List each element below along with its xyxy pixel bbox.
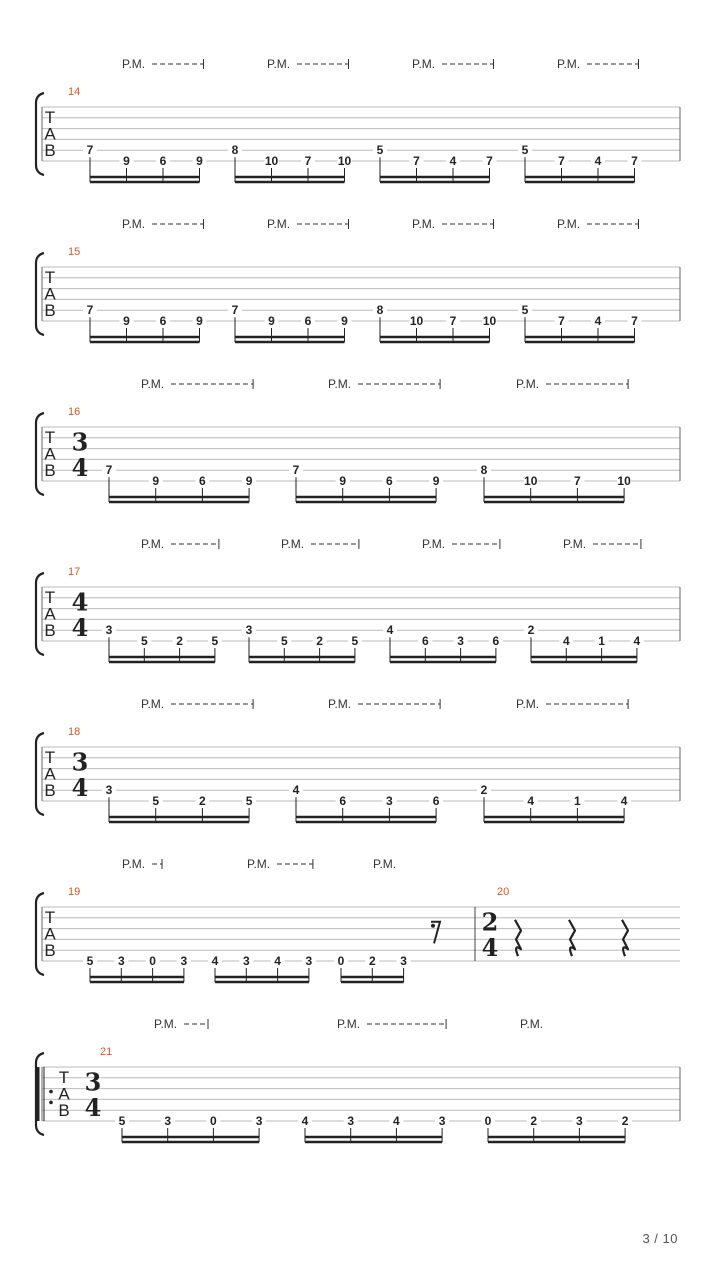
fret-number: 9: [123, 154, 130, 168]
note-group: [242, 537, 362, 662]
system-bracket: [36, 253, 44, 335]
note-group: [373, 217, 497, 342]
bar-number: 16: [68, 406, 81, 418]
palm-mute-label: P.M.: [267, 57, 291, 71]
note-group: [383, 537, 503, 662]
bar-number: 18: [68, 726, 81, 738]
fret-number: 0: [484, 1114, 492, 1128]
fret-number: 9: [268, 314, 275, 328]
note-group: [524, 537, 644, 662]
fret-number: 9: [152, 474, 160, 488]
fret-number: 6: [159, 314, 167, 328]
note-group: [477, 377, 631, 502]
tab-clef-t: T: [58, 1067, 70, 1087]
note-group: [518, 217, 642, 342]
palm-mute-label: P.M.: [122, 57, 146, 71]
palm-mute-label: P.M.: [557, 217, 581, 231]
note-group: [102, 697, 256, 822]
tab-clef-b: B: [44, 941, 56, 960]
tab-clef-t: T: [44, 747, 56, 767]
fret-number: 5: [521, 143, 529, 158]
tab-clef-a: A: [44, 764, 56, 784]
fret-number: 5: [152, 794, 160, 808]
system-bracket: [36, 573, 44, 655]
fret-number: 0: [149, 954, 156, 968]
time-sig-denominator: 4: [71, 773, 89, 803]
fret-number: 3: [438, 1114, 446, 1128]
palm-mute-label: P.M.: [141, 697, 165, 711]
fret-number: 5: [280, 634, 288, 648]
tab-system: [36, 377, 680, 502]
fret-number: 9: [432, 474, 440, 488]
fret-number: 5: [211, 634, 219, 648]
fret-number: 3: [245, 623, 253, 638]
note-group: [298, 1017, 449, 1142]
bar-number: 19: [68, 886, 81, 898]
fret-number: 7: [413, 154, 420, 168]
fret-number: 4: [292, 783, 300, 798]
palm-mute-label: P.M.: [328, 377, 352, 391]
tab-clef-a: A: [44, 604, 56, 624]
fret-number: 7: [231, 303, 239, 318]
tab-clef-b: B: [58, 1101, 70, 1120]
tab-clef-a: A: [44, 444, 56, 464]
repeat-dot: [49, 1101, 53, 1105]
fret-number: 7: [292, 463, 300, 478]
fret-number: 10: [409, 314, 424, 328]
tab-clef-b: B: [44, 621, 56, 640]
fret-number: 7: [558, 154, 565, 168]
system-bracket: [36, 413, 44, 495]
fret-number: 6: [492, 634, 500, 648]
note-group: [83, 57, 207, 182]
fret-number: 3: [180, 954, 188, 968]
palm-mute-label: P.M.: [516, 697, 540, 711]
fret-number: 3: [117, 954, 125, 968]
fret-number: 6: [432, 794, 440, 808]
tab-clef-b: B: [44, 461, 56, 480]
fret-number: 6: [159, 154, 167, 168]
fret-number: 2: [530, 1114, 538, 1128]
time-sig-denominator: 4: [84, 1093, 102, 1123]
time-sig-numerator: 2: [481, 907, 499, 937]
note-group: [518, 57, 642, 182]
note-group: [289, 697, 443, 822]
palm-mute-label: P.M.: [122, 217, 146, 231]
note-group: [228, 217, 352, 342]
fret-number: 5: [376, 143, 384, 158]
fret-number: 4: [301, 1114, 309, 1128]
bar-number: 20: [497, 886, 510, 898]
fret-number: 2: [176, 634, 183, 648]
fret-number: 4: [527, 794, 535, 808]
fret-number: 6: [339, 794, 347, 808]
note-group: [481, 1017, 632, 1142]
fret-number: 0: [210, 1114, 217, 1128]
palm-mute-label: P.M.: [337, 1017, 361, 1031]
fret-number: 0: [337, 954, 345, 968]
tab-clef-t: T: [44, 107, 56, 127]
fret-number: 9: [196, 314, 203, 328]
fret-number: 7: [449, 314, 457, 328]
page-number: 3 / 10: [642, 1231, 678, 1246]
eighth-rest-dot: [431, 924, 435, 928]
tab-system: [36, 57, 680, 182]
tab-system: [36, 857, 680, 982]
fret-number: 7: [631, 154, 638, 168]
fret-number: 3: [305, 954, 313, 968]
fret-number: 6: [421, 634, 429, 648]
fret-number: 2: [621, 1114, 629, 1128]
fret-number: 3: [457, 634, 464, 648]
fret-number: 7: [86, 143, 94, 158]
fret-number: 9: [245, 474, 253, 488]
fret-number: 4: [594, 314, 602, 328]
palm-mute-label: P.M.: [422, 537, 446, 551]
fret-number: 1: [598, 634, 605, 648]
fret-number: 2: [316, 634, 323, 648]
palm-mute-label: P.M.: [141, 377, 165, 391]
fret-number: 10: [617, 474, 631, 488]
fret-number: 7: [105, 463, 113, 478]
fret-number: 1: [574, 794, 581, 808]
tab-clef-b: B: [44, 301, 56, 320]
quarter-rest: [622, 920, 628, 956]
system-bracket: [36, 893, 44, 975]
bar-number: 21: [100, 1046, 113, 1058]
tab-system: [36, 537, 680, 662]
palm-mute-label: P.M.: [328, 697, 352, 711]
fret-number: 7: [86, 303, 94, 318]
note-group: [208, 857, 316, 982]
palm-mute-label: P.M.: [267, 217, 291, 231]
fret-number: 4: [620, 794, 628, 808]
fret-number: 5: [245, 794, 253, 808]
fret-number: 7: [574, 474, 581, 488]
fret-number: 9: [123, 314, 130, 328]
fret-number: 10: [482, 314, 497, 328]
palm-mute-label: P.M.: [520, 1017, 544, 1031]
quarter-rest: [515, 920, 521, 956]
fret-number: 8: [231, 143, 239, 158]
time-sig-numerator: 4: [71, 587, 89, 617]
fret-number: 5: [521, 303, 529, 318]
fret-number: 3: [105, 783, 113, 798]
fret-number: 9: [341, 314, 348, 328]
fret-number: 8: [376, 303, 384, 318]
tab-clef-a: A: [44, 284, 56, 304]
tab-system: [36, 217, 680, 342]
fret-number: 9: [339, 474, 347, 488]
fret-number: 7: [304, 154, 312, 168]
tab-system: [36, 1017, 680, 1142]
system-bracket: [36, 93, 44, 175]
time-sig-denominator: 4: [71, 453, 89, 483]
fret-number: 3: [347, 1114, 355, 1128]
fret-number: 5: [86, 954, 94, 968]
fret-number: 4: [562, 634, 570, 648]
system-bracket: [36, 733, 44, 815]
quarter-rest: [569, 920, 575, 956]
tab-clef-t: T: [44, 587, 56, 607]
bar-number: 14: [68, 86, 81, 98]
fret-number: 7: [631, 314, 638, 328]
time-sig-denominator: 4: [481, 933, 499, 963]
tab-system: [36, 697, 680, 822]
time-sig-numerator: 3: [71, 747, 89, 777]
time-sig-denominator: 4: [71, 613, 89, 643]
fret-number: 2: [480, 783, 488, 798]
tab-clef-b: B: [44, 141, 56, 160]
note-group: [289, 377, 443, 502]
fret-number: 4: [211, 954, 219, 968]
fret-number: 7: [486, 154, 493, 168]
palm-mute-label: P.M.: [122, 857, 146, 871]
fret-number: 5: [140, 634, 148, 648]
fret-number: 6: [304, 314, 312, 328]
fret-number: 8: [480, 463, 488, 478]
fret-number: 5: [351, 634, 359, 648]
time-sig-numerator: 3: [71, 427, 89, 457]
fret-number: 3: [164, 1114, 172, 1128]
fret-number: 6: [199, 474, 206, 488]
fret-number: 10: [524, 474, 538, 488]
note-group: [477, 697, 631, 822]
fret-number: 4: [393, 1114, 400, 1128]
note-group: [115, 1017, 266, 1142]
palm-mute-label: P.M.: [563, 537, 587, 551]
palm-mute-label: P.M.: [557, 57, 581, 71]
fret-number: 2: [199, 794, 206, 808]
fret-number: 3: [105, 623, 113, 638]
palm-mute-label: P.M.: [154, 1017, 178, 1031]
fret-number: 4: [594, 154, 602, 168]
time-sig-numerator: 3: [84, 1067, 102, 1097]
tab-clef-t: T: [44, 267, 56, 287]
palm-mute-label: P.M.: [141, 537, 165, 551]
fret-number: 5: [118, 1114, 126, 1128]
palm-mute-label: P.M.: [281, 537, 305, 551]
fret-number: 10: [337, 154, 352, 168]
palm-mute-label: P.M.: [373, 857, 397, 871]
tab-clef-a: A: [58, 1084, 70, 1104]
fret-number: 3: [576, 1114, 583, 1128]
fret-number: 3: [255, 1114, 263, 1128]
tab-clef-b: B: [44, 781, 56, 800]
fret-number: 3: [400, 954, 407, 968]
fret-number: 10: [264, 154, 279, 168]
fret-number: 7: [558, 314, 565, 328]
fret-number: 3: [242, 954, 250, 968]
tab-clef-t: T: [44, 907, 56, 927]
fret-number: 9: [196, 154, 203, 168]
fret-number: 4: [449, 154, 457, 168]
repeat-dot: [49, 1090, 53, 1094]
tab-clef-a: A: [44, 124, 56, 144]
tab-clef-t: T: [44, 427, 56, 447]
palm-mute-label: P.M.: [516, 377, 540, 391]
fret-number: 4: [274, 954, 281, 968]
note-group: [228, 57, 352, 182]
bar-number: 17: [68, 566, 81, 578]
note-group: [373, 57, 497, 182]
note-group: [83, 217, 207, 342]
fret-number: 3: [386, 794, 393, 808]
fret-number: 4: [386, 623, 394, 638]
fret-number: 2: [527, 623, 535, 638]
tab-clef-a: A: [44, 924, 56, 944]
note-group: [83, 857, 191, 982]
palm-mute-label: P.M.: [412, 217, 436, 231]
fret-number: 6: [386, 474, 393, 488]
palm-mute-label: P.M.: [412, 57, 436, 71]
note-group: [102, 377, 256, 502]
note-group: [102, 537, 222, 662]
note-group: [334, 857, 411, 982]
palm-mute-label: P.M.: [247, 857, 271, 871]
fret-number: 4: [633, 634, 641, 648]
bar-number: 15: [68, 246, 81, 258]
fret-number: 2: [368, 954, 376, 968]
